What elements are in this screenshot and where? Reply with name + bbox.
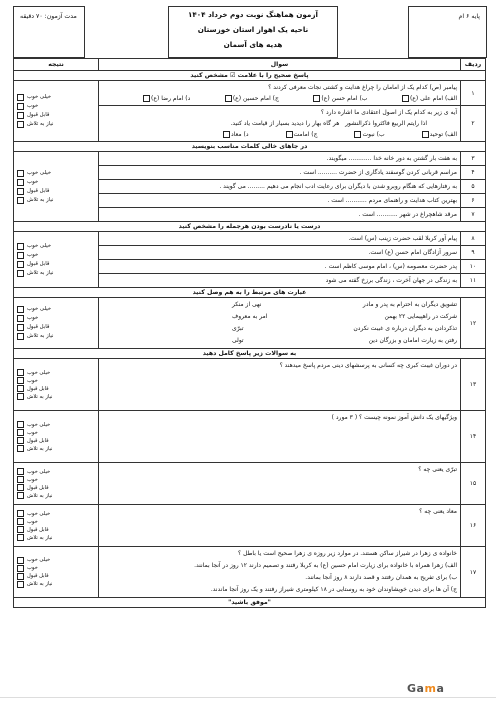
grade-options <box>14 152 99 222</box>
grade-acceptable[interactable]: قابل قبول <box>17 484 95 492</box>
checkbox-icon <box>17 573 24 580</box>
row-number: ۳ <box>461 152 486 166</box>
grade-excellent[interactable]: خیلی خوب <box>17 468 95 476</box>
grade-excellent[interactable]: خیلی خوب <box>17 242 95 251</box>
row-number: ۴ <box>461 166 486 180</box>
row-number: ۲ <box>461 106 486 142</box>
option-b[interactable]: ب) امام حسن (ع) <box>312 93 367 104</box>
checkbox-icon <box>17 565 24 572</box>
option-d[interactable]: د) امام رضا (ع) <box>142 93 190 104</box>
row-number: ۱۳ <box>461 359 486 411</box>
grade-options <box>14 298 99 349</box>
tf-question: سرور آزادگان امام حسن (ع) است. <box>99 246 461 260</box>
grade-needs-effort[interactable]: نیاز به تلاش <box>17 269 95 278</box>
question-17 <box>99 547 461 598</box>
checkbox-icon <box>17 492 24 499</box>
grade-excellent[interactable]: خیلی خوب <box>17 369 95 377</box>
full-question: در دوران غیبت کبری چه کسانی به پرسشهای دینی مردم پاسخ میدهند ؟ <box>99 359 461 411</box>
grade-excellent[interactable]: خیلی خوب <box>17 556 95 564</box>
checkbox-icon <box>17 179 24 186</box>
q17-a: الف) زهرا همراه با خانواده برای زیارت امام حسین (ع) به کربلا رفتند و تصمیم دارند ۱۲ روز در آنجا بمانند. <box>194 562 457 569</box>
brand-logo: Gama <box>407 682 445 695</box>
footer <box>0 682 496 702</box>
table-row <box>14 81 486 106</box>
match-question <box>99 298 461 349</box>
row-number: ۱۰ <box>461 260 486 274</box>
full-question: تبرّی یعنی چه ؟ <box>99 463 461 505</box>
grade-good[interactable]: خوب <box>17 251 95 260</box>
row-number: ۱۲ <box>461 298 486 349</box>
match-right-1: نهی از منکر <box>232 301 262 308</box>
checkbox-icon <box>17 112 24 119</box>
section-title-3: درست یا نادرست بودن هرجمله را مشخص کنید <box>14 222 486 232</box>
checkbox-icon <box>17 437 24 444</box>
table-header-row <box>14 59 486 71</box>
q17-c: ج) آن ها برای دیدن خویشاوندان خود به روستایی در ۱۸ کیلومتری شیراز رفتند و یک روز آنجا ماندند. <box>210 586 457 593</box>
grade-excellent[interactable]: خیلی خوب <box>17 305 95 314</box>
exam-region: ناحیه یک اهواز استان خوزستان <box>197 25 309 34</box>
grade-needs-effort[interactable]: نیاز به تلاش <box>17 393 95 401</box>
row-number: ۷ <box>461 208 486 222</box>
checkbox-icon <box>17 534 24 541</box>
fill-question: به هفت بار گشتن به دور خانه خدا ............ میگویند. <box>99 152 461 166</box>
option-b[interactable]: ب) نبوت <box>353 129 384 140</box>
checkbox-icon <box>17 421 24 428</box>
checkbox-icon <box>17 94 24 101</box>
exam-sheet <box>13 6 485 608</box>
grade-options <box>14 81 99 142</box>
question-text: آیه ی زیر به کدام یک از اصول اعتقادی ما اشاره دارد ؟ <box>320 109 457 116</box>
checkbox-icon <box>17 468 24 475</box>
table-row <box>14 298 486 349</box>
grade-good[interactable]: خوب <box>17 564 95 572</box>
checkbox-icon <box>17 377 24 384</box>
option-d[interactable]: د) معاد <box>222 129 249 140</box>
checkbox-icon <box>17 306 24 313</box>
question-1 <box>99 81 461 106</box>
grade-acceptable[interactable]: قابل قبول <box>17 385 95 393</box>
grade-acceptable[interactable]: قابل قبول <box>17 526 95 534</box>
checkbox-icon <box>17 476 24 483</box>
checkbox-icon <box>402 95 409 102</box>
verse-arabic: اذا رایتم الربیع فاکثروا ذکرالنشور <box>345 120 427 127</box>
grade-excellent[interactable]: خیلی خوب <box>17 421 95 429</box>
checkbox-icon <box>17 315 24 322</box>
checkbox-icon <box>17 188 24 195</box>
option-c[interactable]: ج) امامت <box>285 129 318 140</box>
checkbox-icon <box>17 252 24 259</box>
checkbox-icon <box>17 445 24 452</box>
grade-needs-effort[interactable]: نیاز به تلاش <box>17 120 95 129</box>
fill-question: مراسم قربانی کردن گوسفند یادگاری از حضرت .......... است . <box>99 166 461 180</box>
table-row <box>14 359 486 411</box>
checkbox-icon <box>17 526 24 533</box>
grade-good[interactable]: خوب <box>17 377 95 385</box>
checkbox-icon <box>17 484 24 491</box>
match-left-4: رفتن به زیارت امامان و بزرگان دین <box>368 337 457 344</box>
row-number: ۱۷ <box>461 547 486 598</box>
grade-acceptable[interactable]: قابل قبول <box>17 187 95 196</box>
checkbox-icon <box>223 131 230 138</box>
grade-good[interactable]: خوب <box>17 314 95 323</box>
section-title-2: در جاهای خالی کلمات مناسب بنویسید <box>14 142 486 152</box>
grade-options <box>14 232 99 288</box>
grade-good[interactable]: خوب <box>17 518 95 526</box>
checkbox-icon <box>422 131 429 138</box>
row-number: ۸ <box>461 232 486 246</box>
checkbox-icon <box>17 581 24 588</box>
section-title-1: پاسخ صحیح را با علامت ☑ مشخص کنید <box>14 71 486 81</box>
checkbox-icon <box>17 170 24 177</box>
grade-good[interactable]: خوب <box>17 429 95 437</box>
checkbox-icon <box>17 121 24 128</box>
grade-options <box>14 411 99 463</box>
row-number: ۱۴ <box>461 411 486 463</box>
question-2 <box>99 106 461 142</box>
checkbox-icon <box>286 131 293 138</box>
checkbox-icon <box>17 510 24 517</box>
grade-options <box>14 547 99 598</box>
question-text: پیامبر (ص) کدام یک از امامان را چراغ هدایت و کشتی نجات معرفی کردند ؟ <box>268 84 457 91</box>
row-number: ۶ <box>461 194 486 208</box>
grade-good[interactable]: خوب <box>17 476 95 484</box>
closing-message: "موفق باشید" <box>14 598 486 608</box>
full-question: معاد یعنی چه ؟ <box>99 505 461 547</box>
checkbox-icon <box>17 385 24 392</box>
grade-acceptable[interactable]: قابل قبول <box>17 572 95 580</box>
grade-excellent[interactable]: خیلی خوب <box>17 510 95 518</box>
grade-needs-effort[interactable]: نیاز به تلاش <box>17 534 95 542</box>
grade-acceptable[interactable]: قابل قبول <box>17 111 95 120</box>
section-title-5: به سوالات زیر پاسخ کامل دهید <box>14 349 486 359</box>
checkbox-icon <box>313 95 320 102</box>
match-right-3: تبرّی <box>232 325 244 332</box>
title-box <box>168 6 338 58</box>
fill-question: به رفتارهایی که هنگام روبرو شدن با دیگران برای رعایت ادب انجام می دهیم ......... می گویند . <box>99 180 461 194</box>
option-c[interactable]: ج) امام حسین (ع) <box>224 93 279 104</box>
grade-options <box>14 505 99 547</box>
q17-intro: خانواده ی زهرا در شیراز ساکن هستند. در موارد زیر روزه ی زهرا صحیح است یا باطل ؟ <box>237 550 457 557</box>
row-number: ۱۵ <box>461 463 486 505</box>
tf-question: پیام آور کربلا لقب حضرت زینب (س) است. <box>99 232 461 246</box>
grade-acceptable[interactable]: قابل قبول <box>17 323 95 332</box>
time-label: مدت آزمون: ۷۰ دقیقه <box>20 13 77 20</box>
grade-excellent[interactable]: خیلی خوب <box>17 169 95 178</box>
exam-header <box>13 6 485 58</box>
match-left-1: تشویق دیگران به احترام به پدر و مادر <box>362 301 457 308</box>
match-left-2: شرکت در راهپیمایی ۲۲ بهمن <box>384 313 457 320</box>
checkbox-icon <box>17 243 24 250</box>
checkbox-icon <box>17 429 24 436</box>
match-left-3: تذکردادن به دیگران درباره ی غیبت نکردن <box>353 325 457 332</box>
row-number: ۹ <box>461 246 486 260</box>
col-row: ردیف <box>461 59 486 71</box>
grade-good[interactable]: خوب <box>17 102 95 111</box>
tf-question: به زندگی در جهان آخرت ، زندگی برزخ گفته می شود <box>99 274 461 288</box>
row-number: ۱ <box>461 81 486 106</box>
table-row <box>14 463 486 505</box>
checkbox-icon <box>17 103 24 110</box>
match-right-4: تولی <box>232 337 244 344</box>
option-a[interactable]: الف) امام علی (ع) <box>401 93 457 104</box>
checkbox-icon <box>354 131 361 138</box>
exam-title: آزمون هماهنگ نوبت دوم خرداد ۱۴۰۴ <box>188 10 318 19</box>
exam-table <box>13 58 486 608</box>
section-title-4: عبارت های مرتبط را به هم وصل کنید <box>14 288 486 298</box>
checkbox-icon <box>17 261 24 268</box>
row-number: ۱۱ <box>461 274 486 288</box>
checkbox-icon <box>17 270 24 277</box>
table-row <box>14 547 486 598</box>
grade-box <box>408 6 487 58</box>
col-result: نتیجه <box>14 59 99 71</box>
q17-b: ب) برای تفریح به همدان رفتند و قصد دارند ۸ روز آنجا بمانند. <box>305 574 457 581</box>
grade-needs-effort[interactable]: نیاز به تلاش <box>17 445 95 453</box>
table-row <box>14 152 486 166</box>
exam-subject: هدیه های آسمان <box>223 40 283 49</box>
option-a[interactable]: الف) توحید <box>421 129 457 140</box>
footer-divider <box>0 697 496 698</box>
grade-good[interactable]: خوب <box>17 178 95 187</box>
time-box <box>13 6 85 58</box>
table-row <box>14 232 486 246</box>
match-right-2: امر به معروف <box>232 313 268 320</box>
checkbox-icon <box>17 369 24 376</box>
checkbox-icon <box>17 197 24 204</box>
checkbox-icon <box>143 95 150 102</box>
grade-needs-effort[interactable]: نیاز به تلاش <box>17 196 95 205</box>
row-number: ۱۶ <box>461 505 486 547</box>
full-question: ویژگیهای یک دانش آموز نمونه چیست ؟ ( ۳ مورد ) <box>99 411 461 463</box>
grade-label: پایه ۶ ام <box>458 13 480 20</box>
checkbox-icon <box>225 95 232 102</box>
table-row <box>14 411 486 463</box>
grade-needs-effort[interactable]: نیاز به تلاش <box>17 580 95 588</box>
grade-excellent[interactable]: خیلی خوب <box>17 93 95 102</box>
grade-acceptable[interactable]: قابل قبول <box>17 260 95 269</box>
col-question: سوال <box>99 59 461 71</box>
grade-acceptable[interactable]: قابل قبول <box>17 437 95 445</box>
grade-options <box>14 359 99 411</box>
checkbox-icon <box>17 557 24 564</box>
checkbox-icon <box>17 333 24 340</box>
grade-needs-effort[interactable]: نیاز به تلاش <box>17 332 95 341</box>
verse-translation: هر گاه بهار را دیدید بسیار از قیامت یاد کنید. <box>230 120 340 127</box>
checkbox-icon <box>17 393 24 400</box>
checkbox-icon <box>17 518 24 525</box>
row-number: ۵ <box>461 180 486 194</box>
grade-needs-effort[interactable]: نیاز به تلاش <box>17 492 95 500</box>
tf-question: پدر حضرت معصومه (س) ، امام موسی کاظم است . <box>99 260 461 274</box>
checkbox-icon <box>17 324 24 331</box>
fill-question: بهترین کتاب هدایت و راهنمای مردم ........... است . <box>99 194 461 208</box>
table-row <box>14 505 486 547</box>
fill-question: مرقد شاهچراغ در شهر ........... است . <box>99 208 461 222</box>
grade-options <box>14 463 99 505</box>
